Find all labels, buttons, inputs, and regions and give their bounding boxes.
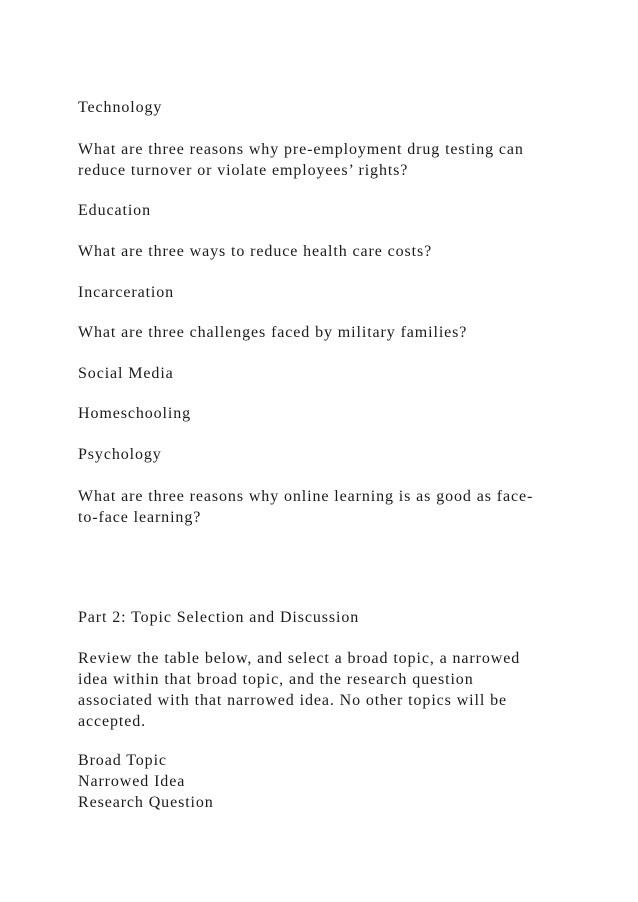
text-line: reduce turnover or violate employees’ rights? (78, 162, 409, 179)
question-drug-testing (78, 139, 524, 181)
text-line: Social Media (78, 365, 174, 382)
text-line: idea within that broad topic, and the research question (78, 671, 474, 688)
text-line: What are three reasons why pre-employment drug testing can (78, 141, 524, 158)
text-line: accepted. (78, 713, 147, 730)
topic-education (78, 200, 151, 221)
topic-incarceration (78, 282, 174, 303)
text-line: associated with that narrowed idea. No other topics will be (78, 692, 507, 709)
text-line: What are three ways to reduce health care costs? (78, 243, 433, 260)
text-line: What are three challenges faced by military families? (78, 324, 468, 341)
text-line: Incarceration (78, 284, 175, 301)
topic-homeschooling (78, 403, 191, 424)
text-line: Education (78, 202, 151, 219)
table-headers (78, 750, 214, 813)
topic-psychology (78, 444, 162, 465)
topic-social-media (78, 363, 174, 384)
header-research-question: Research Question (78, 794, 214, 811)
text-line: Review the table below, and select a broad topic, a narrowed (78, 650, 521, 667)
header-broad-topic: Broad Topic (78, 752, 167, 769)
text-line: Homeschooling (78, 405, 192, 422)
text-line: What are three reasons why online learning is as good as face- (78, 488, 534, 505)
question-health-care-costs (78, 241, 432, 262)
question-military-families (78, 322, 467, 343)
instructions-paragraph (78, 648, 520, 732)
text-line: Technology (78, 99, 163, 116)
section-heading-part-2 (78, 607, 359, 628)
text-line: to-face learning? (78, 509, 202, 526)
text-line: Psychology (78, 446, 162, 463)
topic-technology (78, 97, 162, 118)
text-line: Part 2: Topic Selection and Discussion (78, 609, 360, 626)
question-online-learning (78, 486, 533, 528)
header-narrowed-idea: Narrowed Idea (78, 773, 186, 790)
